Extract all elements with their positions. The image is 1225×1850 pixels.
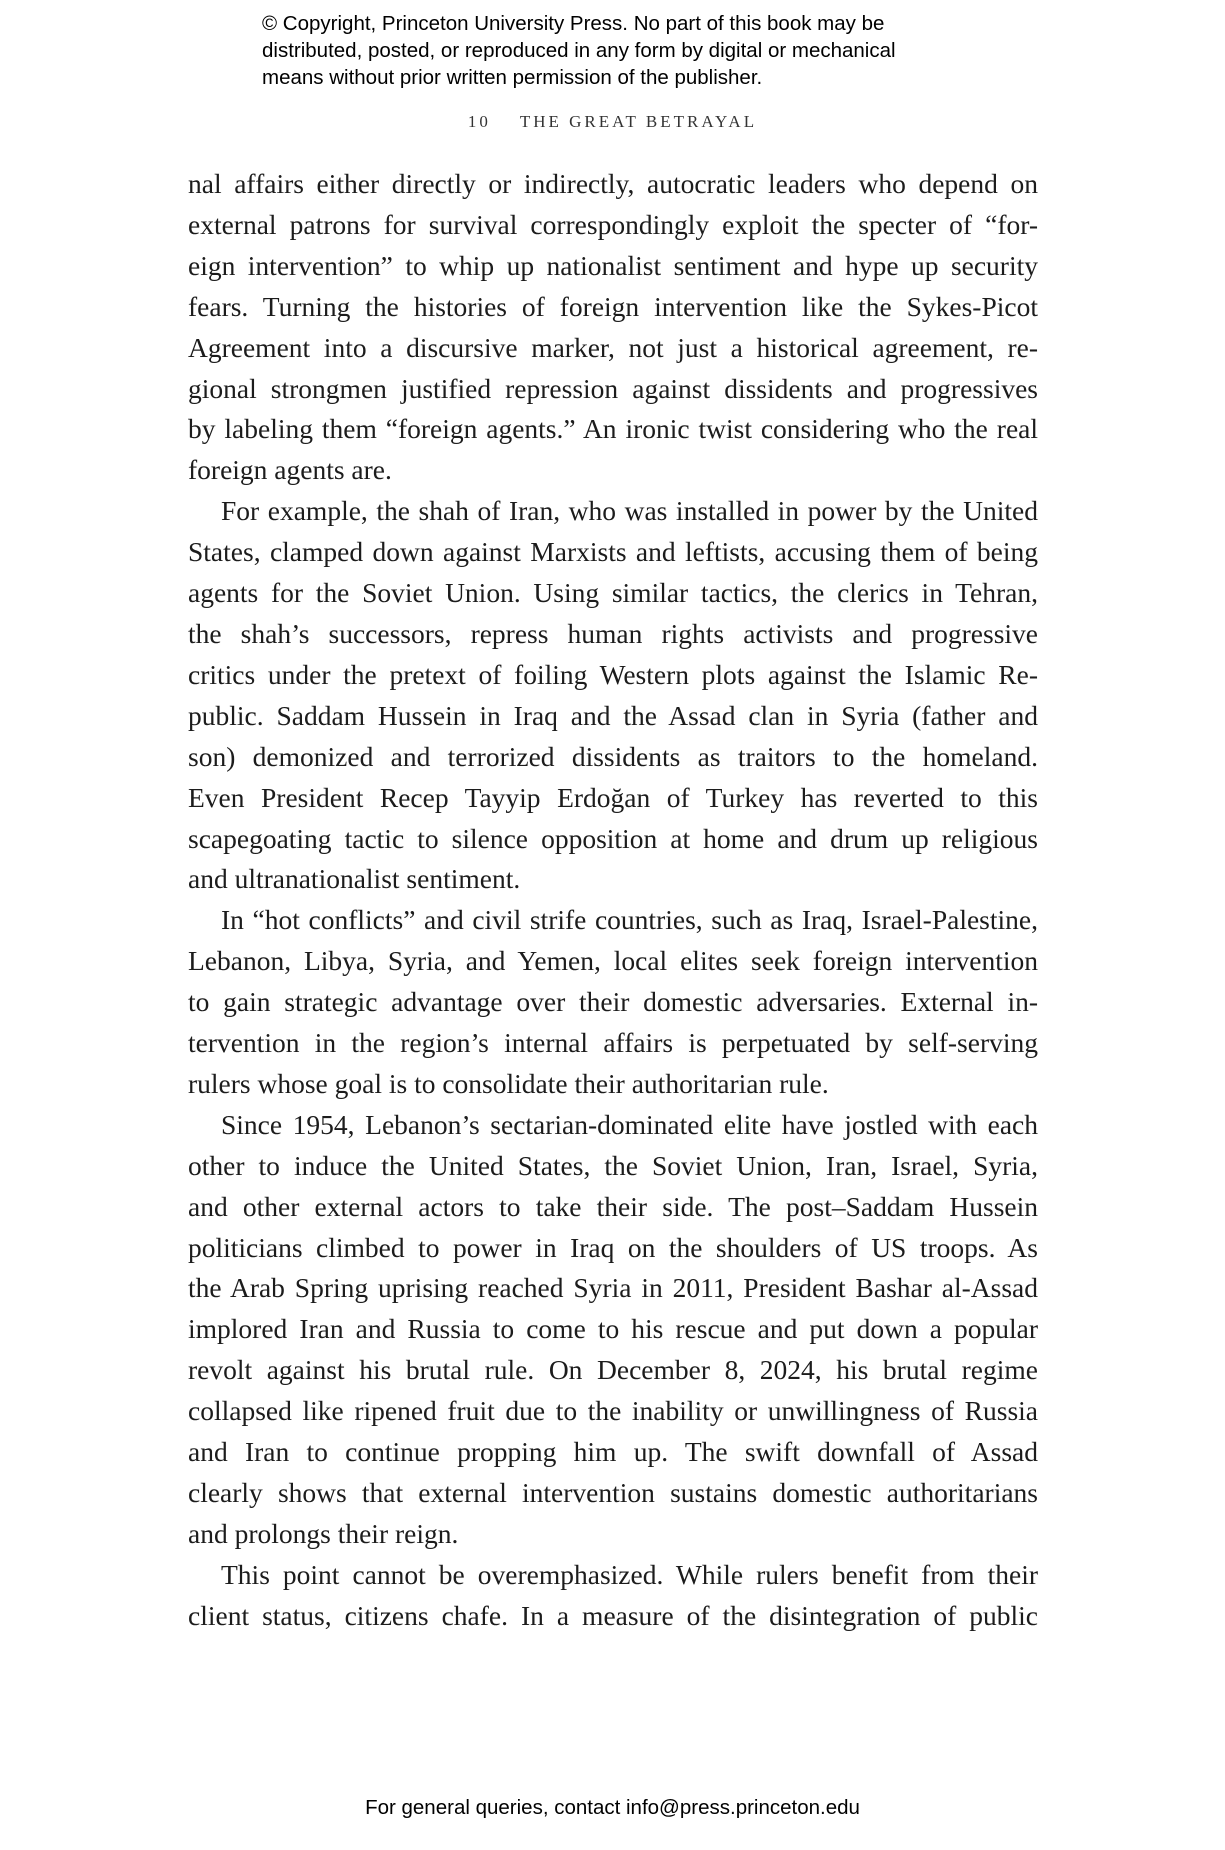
- text-line: In “hot conflicts” and civil strife countries, such as Iraq, Israel-Palestine,: [221, 904, 1038, 936]
- text-line: rulers whose goal is to consolidate their authoritarian rule.: [188, 1067, 829, 1099]
- text-line: politicians climbed to power in Iraq on the shoulders of US troops. As: [188, 1231, 1038, 1263]
- text-line: external patrons for survival correspondingly exploit the specter of “for-: [188, 208, 1038, 240]
- text-line: eign intervention” to whip up nationalist sentiment and hype up security: [188, 249, 1038, 281]
- copyright-line: distributed, posted, or reproduced in any form by digital or mechanical: [262, 39, 896, 62]
- text-line: revolt against his brutal rule. On December 8, 2024, his brutal regime: [188, 1354, 1038, 1386]
- paragraph: [188, 491, 1038, 900]
- text-line: critics under the pretext of foiling Western plots against the Islamic Re-: [188, 658, 1038, 690]
- text-line: Since 1954, Lebanon’s sectarian-dominated elite have jostled with each: [221, 1108, 1038, 1140]
- text-line: clearly shows that external intervention sustains domestic authoritarians: [188, 1477, 1038, 1508]
- text-line: For example, the shah of Iran, who was installed in power by the United: [221, 495, 1038, 527]
- text-line: to gain strategic advantage over their domestic adversaries. External in-: [188, 986, 1038, 1018]
- text-line: Lebanon, Libya, Syria, and Yemen, local elites seek foreign intervention: [188, 945, 1038, 977]
- text-line: other to induce the United States, the Soviet Union, Iran, Israel, Syria,: [188, 1149, 1038, 1181]
- text-line: and ultranationalist sentiment.: [188, 863, 521, 895]
- text-line: This point cannot be overemphasized. While rulers benefit from their: [221, 1558, 1038, 1590]
- text-line: nal affairs either directly or indirectly, autocratic leaders who depend on: [188, 168, 1038, 199]
- copyright-line: means without prior written permission of the publisher.: [262, 66, 763, 89]
- paragraph: [188, 1555, 1038, 1637]
- text-line: States, clamped down against Marxists and leftists, accusing them of being: [188, 536, 1038, 568]
- text-line: and Iran to continue propping him up. The swift downfall of Assad: [188, 1436, 1038, 1468]
- text-line: implored Iran and Russia to come to his rescue and put down a popular: [188, 1313, 1038, 1345]
- page-number: 10: [467, 112, 491, 131]
- text-line: tervention in the region’s internal affairs is perpetuated by self-serving: [188, 1027, 1038, 1059]
- body-text: [188, 164, 1038, 1637]
- footer-contact: For general queries, contact info@press.princeton.edu: [365, 1796, 860, 1819]
- paragraph: [188, 900, 1038, 1105]
- text-line: Agreement into a discursive marker, not just a historical agreement, re-: [188, 331, 1038, 363]
- text-line: and other external actors to take their side. The post–Saddam Hussein: [188, 1190, 1038, 1222]
- text-line: gional strongmen justified repression against dissidents and progressives: [188, 372, 1038, 404]
- text-line: foreign agents are.: [188, 454, 392, 486]
- text-line: fears. Turning the histories of foreign intervention like the Sykes-Picot: [188, 290, 1038, 322]
- text-line: by labeling them “foreign agents.” An ironic twist considering who the real: [188, 413, 1038, 445]
- copyright-line: © Copyright, Princeton University Press. No part of this book may be: [262, 12, 885, 35]
- text-line: public. Saddam Hussein in Iraq and the Assad clan in Syria (father and: [188, 699, 1038, 731]
- running-head: [0, 112, 1225, 132]
- text-line: client status, citizens chafe. In a measure of the disintegration of public: [188, 1599, 1038, 1631]
- text-line: the Arab Spring uprising reached Syria in 2011, President Bashar al-Assad: [188, 1272, 1038, 1304]
- text-line: son) demonized and terrorized dissidents as traitors to the homeland.: [188, 740, 1038, 772]
- text-line: the shah’s successors, repress human rights activists and progressive: [188, 617, 1038, 649]
- text-line: and prolongs their reign.: [188, 1517, 459, 1549]
- paragraph: [188, 164, 1038, 491]
- copyright-notice: [262, 10, 1022, 91]
- text-line: scapegoating tactic to silence opposition at home and drum up religious: [188, 822, 1038, 854]
- paragraph: [188, 1105, 1038, 1555]
- text-line: Even President Recep Tayyip Erdoğan of Turkey has reverted to this: [188, 781, 1038, 813]
- text-line: agents for the Soviet Union. Using similar tactics, the clerics in Tehran,: [188, 577, 1038, 609]
- text-line: collapsed like ripened fruit due to the inability or unwillingness of Russia: [188, 1395, 1038, 1427]
- book-title: THE GREAT BETRAYAL: [519, 112, 758, 131]
